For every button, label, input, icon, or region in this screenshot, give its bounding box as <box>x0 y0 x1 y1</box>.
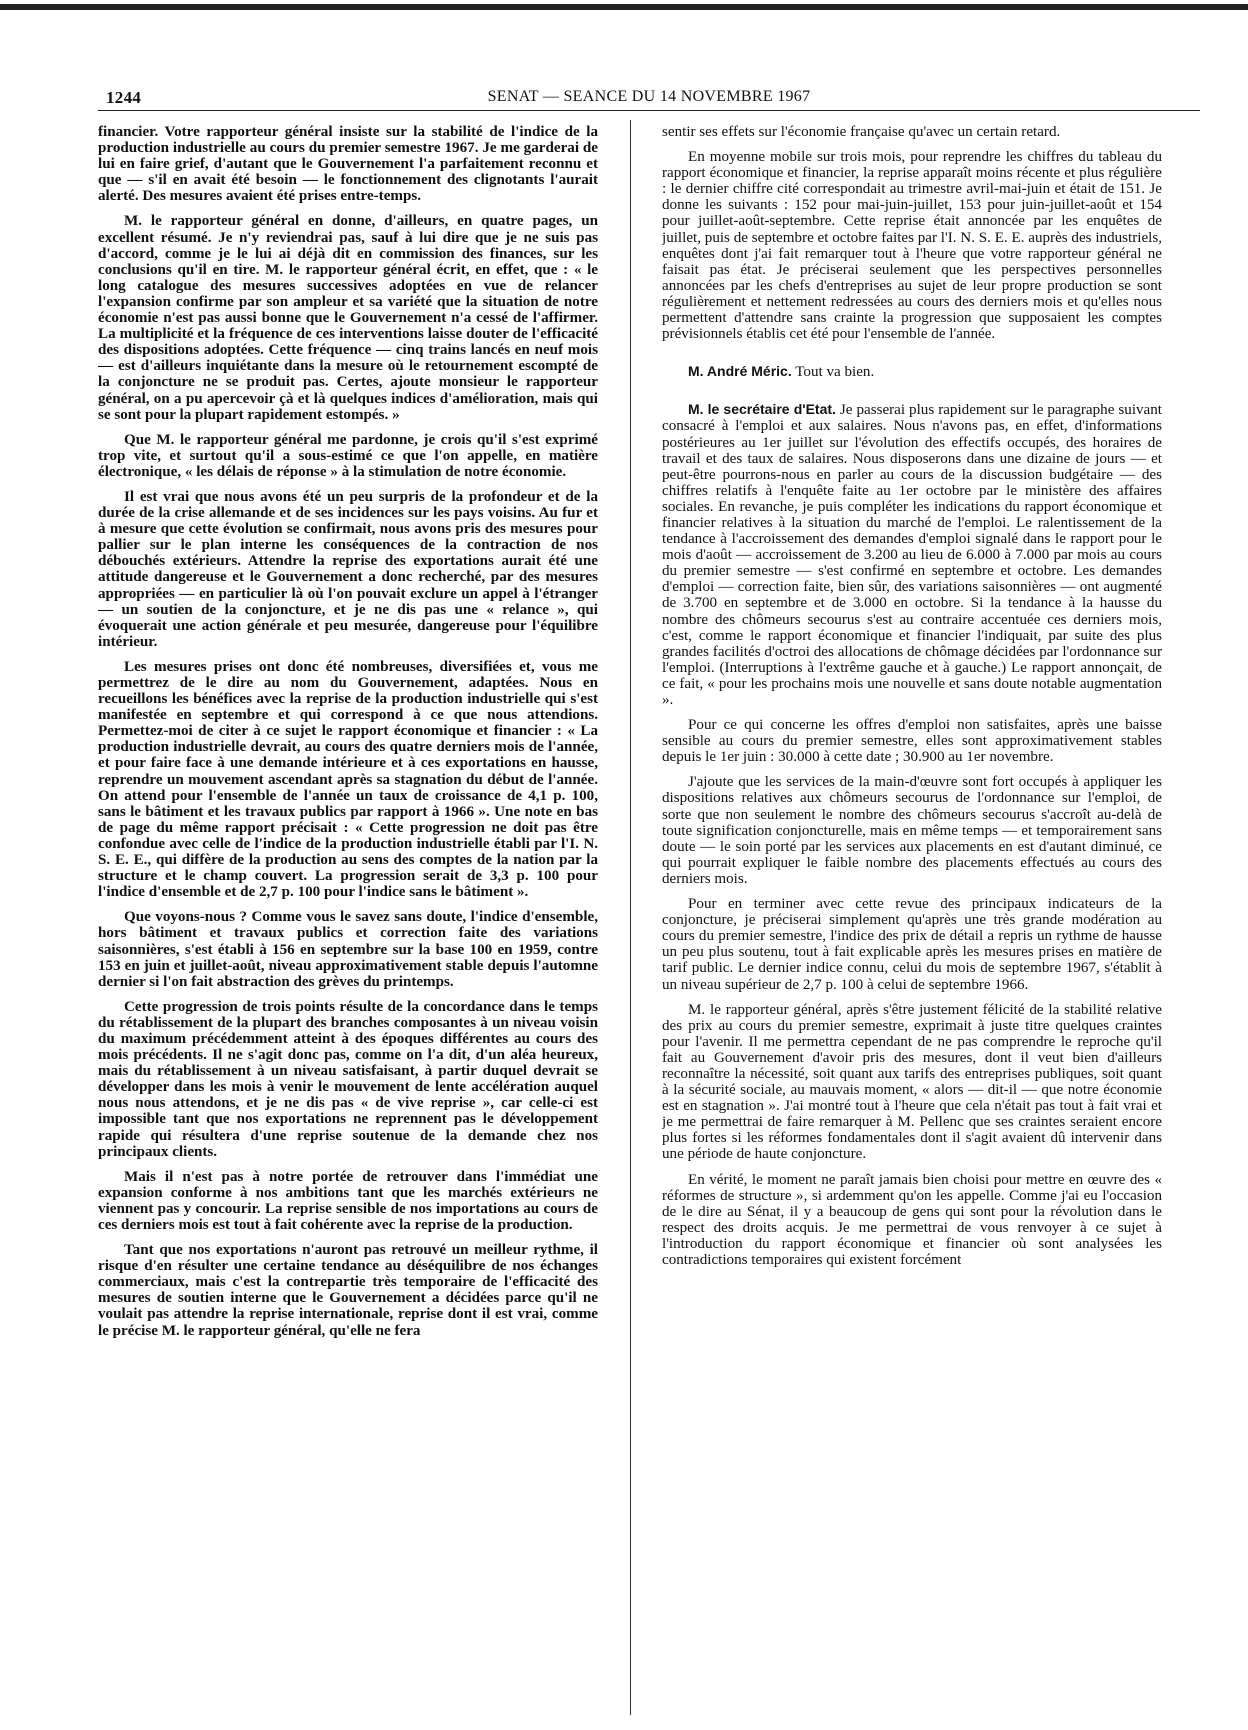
paragraph: Tant que nos exportations n'auront pas retrouvé un meilleur rythme, il risque d'en résulter une certaine tendance au déséquilibre de nos échanges commerciaux, mais c'est la contrepartie très temporaire de l'efficacité des mesures de soutien interne que le Gouvernement a décidées parce qu'il ne voulait pas attendre la reprise internationale, reprise dont il est vrai, comme le précise M. le rapporteur général, qu'elle ne fera <box>98 1242 598 1339</box>
page-number: 1244 <box>106 88 142 107</box>
paragraph: J'ajoute que les services de la main-d'œuvre sont fort occupés à appliquer les dispositions relatives aux chômeurs secourus de l'ordonnance sur l'emploi, de sorte que non seulement le nombre des chômeurs secourus s'accroît au-delà de toute signification conjoncturelle, mais en même temps — et temporairement sans doute — le soin porté par les services aux placements en est d'autant diminué, ce qui pourrait expliquer le faible nombre des placements effectués au cours des derniers mois. <box>662 774 1162 887</box>
top-rule <box>0 4 1248 10</box>
left-column <box>98 124 598 1714</box>
speech-text: Je passerai plus rapidement sur le paragraphe suivant consacré à l'emploi et aux salaires. Nous n'avons pas, en effet, d'informations postérieures au 1er juillet sur l'évolution des effectifs occupés, des horaires de travail et des taux de salaires. Nous disposerons dans une dizaine de jours — et peut-être pourrons-nous en parler au cours de la discussion budgétaire — des chiffres relatifs à l'enquête faite au 1er octobre par le ministère des affaires sociales. En revanche, je puis compléter les indications du rapport économique et financier relatives à la situation du marché de l'emploi. Le ralentissement de la tendance à l'accroissement des demandes d'emploi signalé dans le rapport pour le mois d'août — accroissement de 3.200 au lieu de 6.000 à 7.000 par mois au cours du premier semestre — s'est confirmé en septembre et octobre. Les demandes d'emploi — correction faite, bien sûr, des variations saisonnières — ont augmenté de 3.700 en septembre et de 3.000 en octobre. Si la tendance à la hausse du nombre des chômeurs secourus s'est au contraire accentuée ces derniers mois, c'est, comme le rapport économique et financier l'indiquait, par suite des plus grandes facilités d'octroi des allocations de chômage décidées par l'ordonnance sur l'emploi. (Interruptions à l'extrême gauche et à gauche.) Le rapport annonçait, de ce fait, « pour les prochains mois une nouvelle et sans doute notable augmentation ». <box>662 402 1162 708</box>
paragraph: Que M. le rapporteur général me pardonne, je crois qu'il s'est exprimé trop vite, et surtout qu'il a sous-estimé ce que l'on appelle, en matière électronique, « les délais de réponse » à la stimulation de notre économie. <box>98 431 598 480</box>
speaker-name: M. le secrétaire d'Etat. <box>688 401 836 418</box>
paragraph: sentir ses effets sur l'économie française qu'avec un certain retard. <box>662 124 1061 140</box>
paragraph: En moyenne mobile sur trois mois, pour reprendre les chiffres du tableau du rapport économique et financier, la reprise apparaît moins récente et plus régulière : le dernier chiffre cité correspondait au trimestre avril-mai-juin et était de 151. Je donne les suivants : 152 pour mai-juin-juillet, 153 pour juin-juillet-août et 154 pour juillet-août-septembre. Cette reprise était annoncée par les enquêtes de juillet, puis de septembre et octobre faites par l'I. N. S. E. E. auprès des industriels, enquêtes dont j'ai fait remarquer tout à l'heure que votre rapporteur général ne faisait pas état. Je préciserai seulement que les perspectives personnelles annoncées par les chefs d'entreprises au sujet de leur propre production se sont régulièrement et nettement redressées au cours des derniers mois et qu'elles nous permettent d'attendre sans crainte la progression que supposaient les comptes prévisionnels établis cet été pour l'ensemble de l'année. <box>662 149 1162 343</box>
right-column <box>662 124 1162 1714</box>
paragraph: Mais il n'est pas à notre portée de retrouver dans l'immédiat une expansion conforme à nos ambitions tant que les marchés extérieurs ne viennent pas y concourir. La reprise sensible de nos importations au cours de ces derniers mois est tout à fait cohérente avec la reprise de la production. <box>98 1168 598 1233</box>
paragraph: En vérité, le moment ne paraît jamais bien choisi pour mettre en œuvre des « réformes de structure », si ardemment qu'on les appelle. Comme j'ai eu l'occasion de le dire au Sénat, il y a beaucoup de gens qui sont pour la révolution dans le respect des droits acquis. Je me permettrai de vous renvoyer à ce sujet à l'introduction du rapport économique et financier où sont analysées les contradictions temporaires qui existent forcément <box>662 1171 1162 1268</box>
paragraph: Cette progression de trois points résulte de la concordance dans le temps du rétablissement de la plupart des branches composantes à un niveau voisin du maximum précédemment atteint à des époques différentes au cours des mois précédents. Il ne s'agit donc pas, comme on l'a dit, d'un aléa heureux, mais du rétablissement à un niveau satisfaisant, à partir duquel devrait se développer dans les mois à venir le mouvement de lente accélération auquel nous nous attendons, et je ne dis pas « de vive reprise », car celle-ci est impossible tant que nos exportations ne reprennent pas le développement rapide qui résultera d'une reprise soutenue de la demande chez nos principaux clients. <box>98 998 598 1160</box>
speech-text: Tout va bien. <box>795 364 875 381</box>
paragraph: M. le rapporteur général en donne, d'ailleurs, en quatre pages, un excellent résumé. Je n'y reviendrai pas, sauf à lui dire que je ne suis pas d'accord, comme je le lui ai déjà dit en commission des finances, sur les conclusions qu'il en tire. M. le rapporteur général écrit, en effet, que : « le long catalogue des mesures successives adoptées en vue de relancer l'expansion confirme par son ampleur et sa variété que la situation de notre économie n'est pas aussi bonne que le Gouvernement n'a cessé de l'affirmer. La multiplicité et la fréquence de ces interventions laisse douter de l'efficacité des dispositions adoptées. Cette fréquence — cinq trains lancés en neuf mois — est d'ailleurs inquiétante dans la mesure où le retournement escompté de la conjoncture ne se produit pas. Certes, ajoute monsieur le rapporteur général, on a pu apercevoir çà et là quelques indices d'amélioration, mais qui se sont pour la plupart rapidement estompés. » <box>98 213 598 423</box>
header-rule <box>98 110 1200 111</box>
paragraph: financier. Votre rapporteur général insiste sur la stabilité de l'indice de la production industrielle au cours du premier semestre 1967. Je me garderai de lui en faire grief, d'autant que le Gouvernement l'a parfaitement reconnu et que — s'il en avait été besoin — le fonctionnement des clignotants l'aurait alerté. Des mesures avaient été prises entre-temps. <box>98 124 598 205</box>
column-divider <box>630 120 631 1715</box>
speech-andre-meric <box>662 363 1162 380</box>
paragraph: M. le rapporteur général, après s'être justement félicité de la stabilité relative des prix au cours du premier semestre, exprimait à juste titre quelques craintes pour l'avenir. Il me permettra cependant de ne pas comprendre le reproche qu'il fait au Gouvernement d'avoir pris des mesures, dont il veut bien d'ailleurs reconnaître la nécessité, soit quant aux tarifs des entreprises publiques, soit quant à la sécurité sociale, au mauvais moment, « alors — dit-il — que notre économie est en stagnation ». J'ai montré tout à l'heure que cela n'était pas tout à fait vrai et je me permettrai de faire remarquer à M. Pellenc que ses craintes seraient encore plus fortes si les réformes fondamentales dont il s'agit avaient dû intervenir dans une période de haute conjoncture. <box>662 1001 1162 1163</box>
speech-secretaire-etat <box>662 401 1162 708</box>
page-title: SENAT — SEANCE DU 14 NOVEMBRE 1967 <box>487 88 811 105</box>
paragraph: Pour en terminer avec cette revue des principaux indicateurs de la conjoncture, je préciserai simplement qu'après une très grande modération au cours du premier semestre, l'indice des prix de détail a repris un rythme de hausse un peu plus soutenu, tout à fait explicable après les mesures prises en matière de tarif public. Le dernier indice connu, celui du mois de septembre 1967, s'établit à un niveau supérieur de 2,7 p. 100 à celui de septembre 1966. <box>662 896 1162 993</box>
paragraph: Pour ce qui concerne les offres d'emploi non satisfaites, après une baisse sensible au cours du premier semestre, elles sont approximativement stables depuis le 1er juin : 30.000 à cette date ; 30.900 au 1er novembre. <box>662 717 1162 766</box>
speaker-name: M. André Méric. <box>688 363 792 380</box>
paragraph: Que voyons-nous ? Comme vous le savez sans doute, l'indice d'ensemble, hors bâtiment et travaux publics et correction faite des variations saisonnières, s'est établi à 156 en septembre sur la base 100 en 1959, contre 153 en juin et juillet-août, niveau approximativement stable depuis l'automne dernier si l'on fait abstraction des grèves du printemps. <box>98 909 598 990</box>
paragraph: Les mesures prises ont donc été nombreuses, diversifiées et, vous me permettrez de le dire au nom du Gouvernement, adaptées. Nous en recueillons les bénéfices avec la reprise de la production industrielle qui s'est manifestée en septembre et qui correspond à ce que nous attendions. Permettez-moi de citer à ce sujet le rapport économique et financier : « La production industrielle devrait, au cours des quatre derniers mois de l'année, et pour faire face à une demande intérieure et à ces exportations en hausse, reprendre un mouvement ascendant après sa stagnation du début de l'année. On attend pour l'ensemble de l'année un taux de croissance de 4,1 p. 100, sans le bâtiment et les travaux publics par rapport à 1966 ». Une note en bas de page du même rapport précisait : « Cette progression ne doit pas être confondue avec celle de l'indice de la production industrielle établi par l'I. N. S. E. E., qui diffère de la production au sens des comptes de la nation par la structure et le champ couvert. La progression serait de 3,3 p. 100 pour l'indice d'ensemble et de 2,7 p. 100 pour l'indice sans le bâtiment ». <box>98 658 598 901</box>
paragraph: Il est vrai que nous avons été un peu surpris de la profondeur et de la durée de la crise allemande et de ses incidences sur les pays voisins. Au fur et à mesure que cette évolution se confirmait, nous avons pris des mesures pour pallier sur le plan interne les conséquences de la contraction de nos débouchés extérieurs. Attendre la reprise des exportations aurait été une attitude dangereuse et le Gouvernement a donc recherché, par des mesures appropriées — en particulier là où l'on pouvait exclure un appel à l'étranger — un soutien de la conjoncture, et je ne dis pas une « relance », qui évoquerait une action générale et peu mesurée, dangereuse pour l'équilibre intérieur. <box>98 488 598 650</box>
